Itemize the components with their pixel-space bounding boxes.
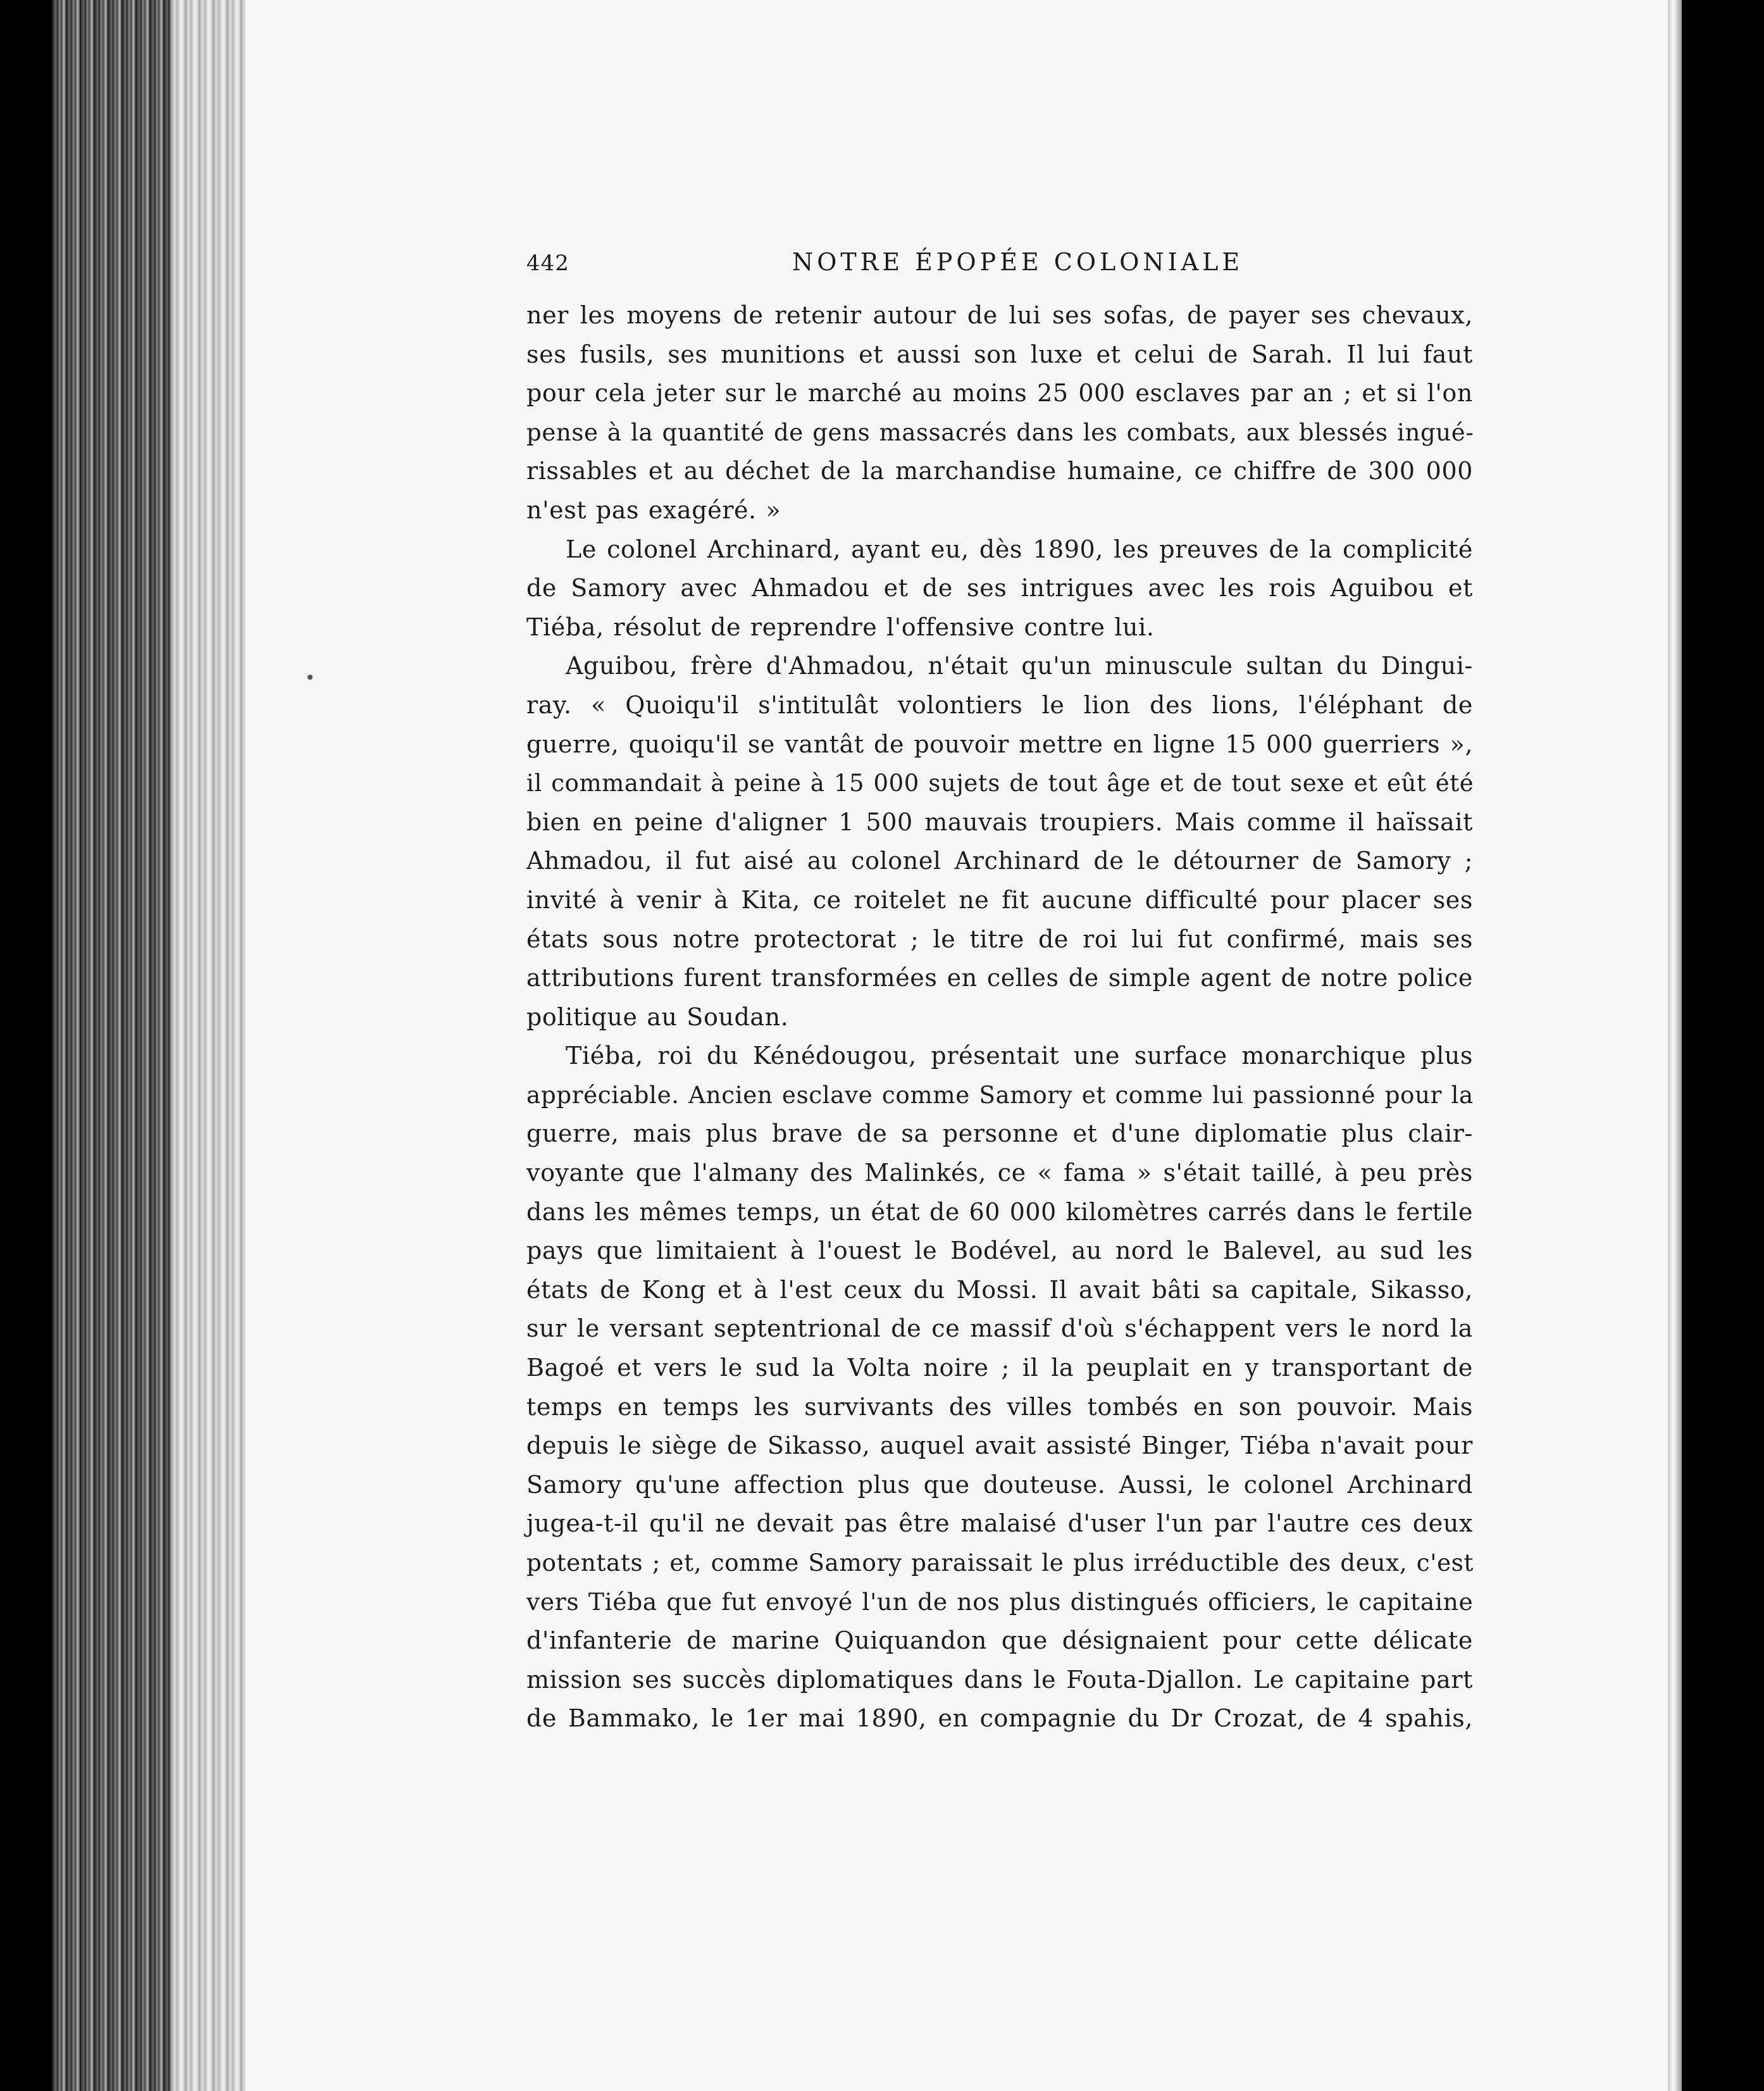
text-line: Tiéba, roi du Kénédougou, présentait une surface monarchique plus (566, 1042, 1473, 1070)
text-line: pays que limitaient à l'ouest le Bodével, au nord le Balevel, au sud les (526, 1237, 1473, 1265)
text-line: dans les mêmes temps, un état de 60 000 kilomètres carrés dans le fertile (526, 1197, 1473, 1226)
text-line: jugea-t-il qu'il ne devait pas être malaisé d'user l'un par l'autre ces deux (526, 1509, 1473, 1538)
text-line: de Samory avec Ahmadou et de ses intrigues avec les rois Aguibou et (526, 574, 1473, 602)
text-line: temps en temps les survivants des villes tombés en son pouvoir. Mais (526, 1392, 1473, 1421)
text-line: voyante que l'almany des Malinkés, ce « fama » s'était taillé, à peu près (526, 1159, 1473, 1187)
text-line: Bagoé et vers le sud la Volta noire ; il la peuplait en y transportant de (526, 1354, 1473, 1382)
text-line: bien en peine d'aligner 1 500 mauvais troupiers. Mais comme il haïssait (526, 808, 1473, 836)
text-line: n'est pas exagéré. » (526, 496, 781, 524)
text-line: pense à la quantité de gens massacrés dans les combats, aux blessés ingué- (526, 418, 1474, 446)
text-line: de Bammako, le 1er mai 1890, en compagnie du Dr Crozat, de 4 spahis, (526, 1704, 1473, 1733)
text-line: pour cela jeter sur le marché au moins 25 000 esclaves par an ; et si l'on (526, 379, 1473, 408)
book-page-edges (171, 0, 247, 2091)
text-line: Aguibou, frère d'Ahmadou, n'était qu'un minuscule sultan du Dingui- (566, 652, 1473, 680)
text-line: guerre, mais plus brave de sa personne et d'une diplomatie plus clair- (526, 1120, 1473, 1148)
text-line: sur le versant septentrional de ce massif d'où s'échappent vers le nord la (526, 1314, 1473, 1343)
text-line: états sous notre protectorat ; le titre de roi lui fut confirmé, mais ses (526, 925, 1473, 953)
text-line: depuis le siège de Sikasso, auquel avait assisté Binger, Tiéba n'avait pour (526, 1432, 1473, 1460)
text-line: politique au Soudan. (526, 1002, 789, 1031)
text-line: appréciable. Ancien esclave comme Samory et comme lui passionné pour la (526, 1080, 1474, 1109)
text-line: Le colonel Archinard, ayant eu, dès 1890, les preuves de la complicité (566, 535, 1473, 563)
text-line: guerre, quoiqu'il se vantât de pouvoir mettre en ligne 15 000 guerriers », (526, 730, 1473, 758)
running-head (526, 248, 1475, 280)
text-line: rissables et au déchet de la marchandise humaine, ce chiffre de 300 000 (526, 457, 1473, 485)
text-line: potentats ; et, comme Samory paraissait le plus irréductible des deux, c'est (526, 1549, 1474, 1576)
text-line: vers Tiéba que fut envoyé l'un de nos plus distingués officiers, le capitaine (526, 1587, 1474, 1616)
text-line: états de Kong et à l'est ceux du Mossi. Il avait bâti sa capitale, Sikasso, (526, 1275, 1473, 1304)
text-line: il commandait à peine à 15 000 sujets de tout âge et de tout sexe et eût été (526, 770, 1474, 797)
body-text (526, 296, 1473, 1738)
text-line: Samory qu'une affection plus que douteuse. Aussi, le colonel Archinard (526, 1470, 1473, 1499)
margin-speck (307, 675, 313, 680)
running-title: NOTRE ÉPOPÉE COLONIALE (792, 248, 1244, 276)
text-line: ner les moyens de retenir autour de lui ses sofas, de payer ses chevaux, (526, 301, 1473, 329)
right-page-edge (1668, 0, 1682, 2091)
scan-background (1682, 0, 1764, 2091)
text-line: ray. « Quoiqu'il s'intitulât volontiers le lion des lions, l'éléphant de (526, 690, 1473, 719)
text-line: Ahmadou, il fut aisé au colonel Archinard de le détourner de Samory ; (526, 847, 1473, 875)
text-line: attributions furent transformées en celles de simple agent de notre police (526, 964, 1473, 992)
text-line: mission ses succès diplomatiques dans le Fouta-Djallon. Le capitaine part (526, 1665, 1473, 1694)
page-number: 442 (526, 251, 569, 276)
text-line: invité à venir à Kita, ce roitelet ne fit aucune difficulté pour placer ses (526, 885, 1473, 914)
text-line: Tiéba, résolut de reprendre l'offensive contre lui. (526, 613, 1155, 641)
text-line: d'infanterie de marine Quiquandon que désignaient pour cette délicate (526, 1626, 1473, 1655)
text-line: ses fusils, ses munitions et aussi son luxe et celui de Sarah. Il lui faut (526, 340, 1473, 368)
